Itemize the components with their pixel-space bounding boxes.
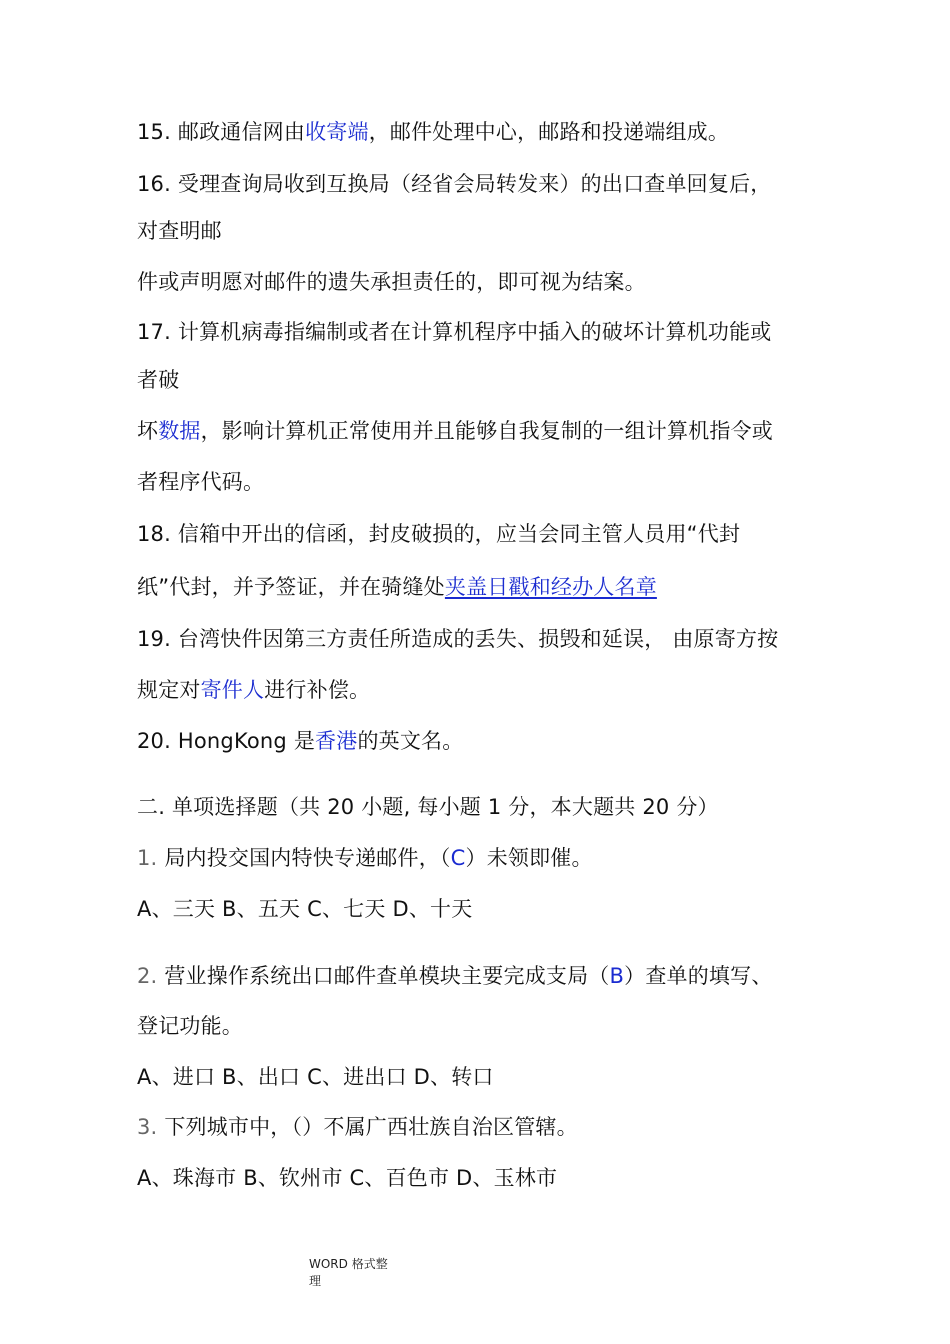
q19-line-1: 19. 台湾快件因第三方责任所造成的丢失、损毁和延误， 由原寄方按: [137, 627, 779, 651]
mc1-text-end: ）未领即催。: [465, 846, 593, 870]
page-footer: [309, 1256, 388, 1290]
q15-text-end: ，邮件处理中心，邮路和投递端组成。: [368, 120, 730, 144]
q19-line-2: [137, 675, 370, 705]
mc2-text: 营业操作系统出口邮件查单模块主要完成支局（: [157, 964, 610, 988]
q17-line-4: 者程序代码。: [137, 470, 265, 494]
mc1-answer: C: [450, 846, 466, 870]
q20-text: 20. HongKong 是: [137, 729, 316, 753]
q20-link-hongkong[interactable]: 香港: [315, 729, 358, 753]
q20-text-end: 的英文名。: [357, 729, 464, 753]
q16-line-2: 对查明邮: [137, 219, 222, 243]
mc1-number: 1.: [137, 846, 158, 870]
mc3-options: A、珠海市 B、钦州市 C、百色市 D、玉林市: [137, 1166, 558, 1190]
q17-text: 坏: [137, 419, 159, 443]
mc2-line-2: 登记功能。: [137, 1014, 243, 1038]
q17-line-2: 者破: [137, 368, 180, 392]
q18-text: 纸”代封，并予签证，并在骑缝处: [137, 575, 445, 599]
mc2-answer: B: [609, 964, 625, 988]
q15-text: 15. 邮政通信网由: [137, 120, 306, 144]
mc2-options: A、进口 B、出口 C、进出口 D、转口: [137, 1065, 494, 1089]
q20-line: [137, 726, 463, 756]
footer-line-1: WORD 格式整: [309, 1257, 388, 1271]
mc3-question: [137, 1112, 578, 1142]
footer-line-2: 理: [309, 1274, 322, 1288]
q16-line-3: 件或声明愿对邮件的遗失承担责任的，即可视为结案。: [137, 270, 646, 294]
q18-line-2: [137, 572, 657, 602]
q17-link-data[interactable]: 数据: [158, 419, 201, 443]
q19-link-sender[interactable]: 寄件人: [200, 678, 265, 702]
q17-text-end: ，影响计算机正常使用并且能够自我复制的一组计算机指令或: [200, 419, 774, 443]
q17-line-3: [137, 416, 773, 446]
section2-heading: 二. 单项选择题（共 20 小题, 每小题 1 分，本大题共 20 分）: [137, 795, 719, 819]
q17-line-1: 17. 计算机病毒指编制或者在计算机程序中插入的破坏计算机功能或: [137, 320, 772, 344]
q16-line-1: 16. 受理查询局收到互换局（经省会局转发来）的出口查单回复后，: [137, 172, 772, 196]
q15-link-receiving-end[interactable]: 收寄端: [305, 120, 369, 144]
mc1-text: 局内投交国内特快专递邮件，（: [157, 846, 451, 870]
q15-line: [137, 117, 729, 147]
mc2-text-end: ）查单的填写、: [624, 964, 773, 988]
q19-text: 规定对: [137, 678, 201, 702]
q18-line-1: 18. 信箱中开出的信函，封皮破损的，应当会同主管人员用“代封: [137, 522, 741, 546]
mc2-number: 2.: [137, 964, 158, 988]
mc1-question: [137, 843, 593, 873]
q19-text-end: 进行补偿。: [264, 678, 371, 702]
mc3-text: 下列城市中，（）不属广西壮族自治区管辖。: [157, 1115, 578, 1139]
mc1-options: A、三天 B、五天 C、七天 D、十天: [137, 897, 473, 921]
mc3-number: 3.: [137, 1115, 158, 1139]
q18-link-stamp[interactable]: 夹盖日戳和经办人名章: [444, 575, 657, 599]
mc2-question: [137, 961, 773, 991]
